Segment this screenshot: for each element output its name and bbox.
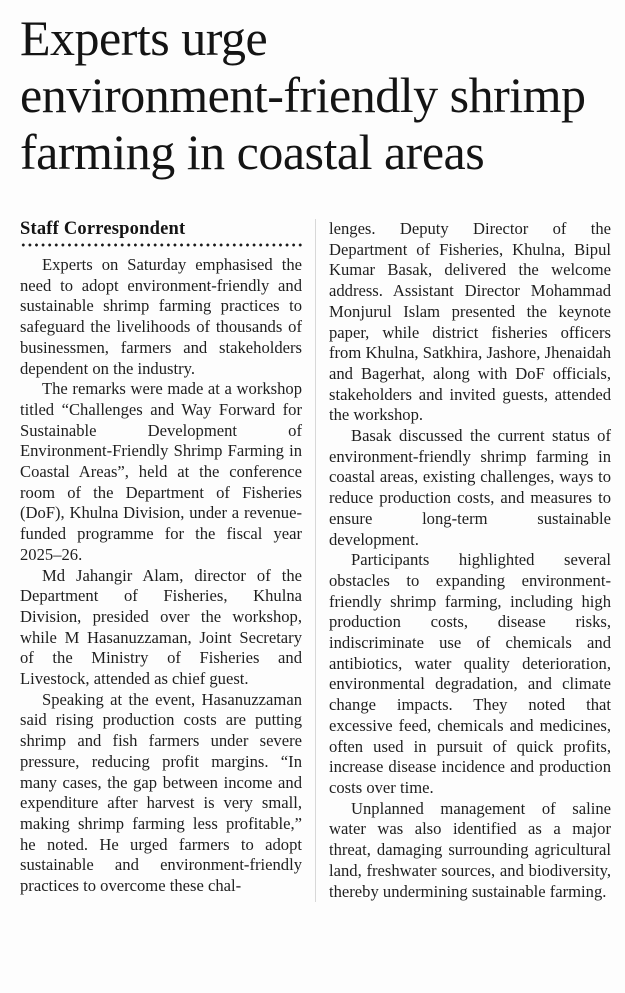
column-divider	[315, 219, 316, 902]
headline-line-3: farming in coastal areas	[20, 124, 485, 180]
paragraph-right-4: Unplanned management of saline water was also identified as a major threat, damaging surrounding agricultural land, freshwater sources, and biodiversity, thereby undermining sustainable farming.	[329, 798, 611, 901]
paragraph-right-1: lenges. Deputy Director of the Department of Fisheries, Khulna, Bipul Kumar Basak, delivered the welcome address. Assistant Director Mohammad Monjurul Islam presented the keynote paper, while district fisheries officers from Khulna, Satkhira, Jashore, Jhenaidah and Bagerhat, along with DoF officials, stakeholders and invited guests, attended the workshop.	[329, 219, 611, 425]
right-column	[329, 219, 611, 902]
paragraph-right-3: Participants highlighted several obstacles to expanding environment-friendly shrimp farming, including high production costs, disease risks, indiscriminate use of chemicals and antibiotics, water quality deterioration, environmental degradation, and climate change impacts. They noted that excessive feed, chemicals and medicines, often used in pursuit of quick profits, increase disease incidence and production costs over time.	[329, 550, 611, 797]
headline-line-2: environment-friendly shrimp	[20, 67, 586, 123]
byline: Staff Correspondent	[20, 219, 186, 239]
paragraph-left-1: Experts on Saturday emphasised the need to adopt environment-friendly and sustainable shrimp farming practices to safeguard the livelihoods of thousands of businessmen, farmers and stakeholders dependent on the industry.	[20, 255, 302, 378]
article-headline	[20, 10, 612, 181]
paragraph-left-3: Md Jahangir Alam, director of the Department of Fisheries, Khulna Division, presided over the workshop, while M Hasanuzzaman, Joint Secretary of the Ministry of Fisheries and Livestock, attended as chief guest.	[20, 565, 302, 689]
article-columns	[20, 219, 612, 902]
byline-dotted-rule	[20, 243, 302, 247]
paragraph-right-2: Basak discussed the current status of environment-friendly shrimp farming in coastal areas, existing challenges, ways to reduce production costs, and measures to ensure long-term sustainable development.	[329, 426, 611, 549]
paragraph-left-2: The remarks were made at a workshop titled “Challenges and Way Forward for Sustainable Development of Environment-Friendly Shrimp Farming in Coastal Areas”, held at the conference room of the Department of Fisheries (DoF), Khulna Division, under a revenue-funded programme for the fiscal year 2025–26.	[20, 379, 302, 564]
paragraph-left-4: Speaking at the event, Hasanuzzaman said rising production costs are putting shrimp and fish farmers under severe pressure, reducing profit margins. “In many cases, the gap between income and expenditure after harvest is very small, making shrimp farming less profitable,” he noted. He urged farmers to adopt sustainable and environment-friendly practices to overcome these chal-	[20, 689, 302, 896]
headline-line-1: Experts urge	[20, 10, 268, 66]
left-column	[20, 219, 302, 902]
